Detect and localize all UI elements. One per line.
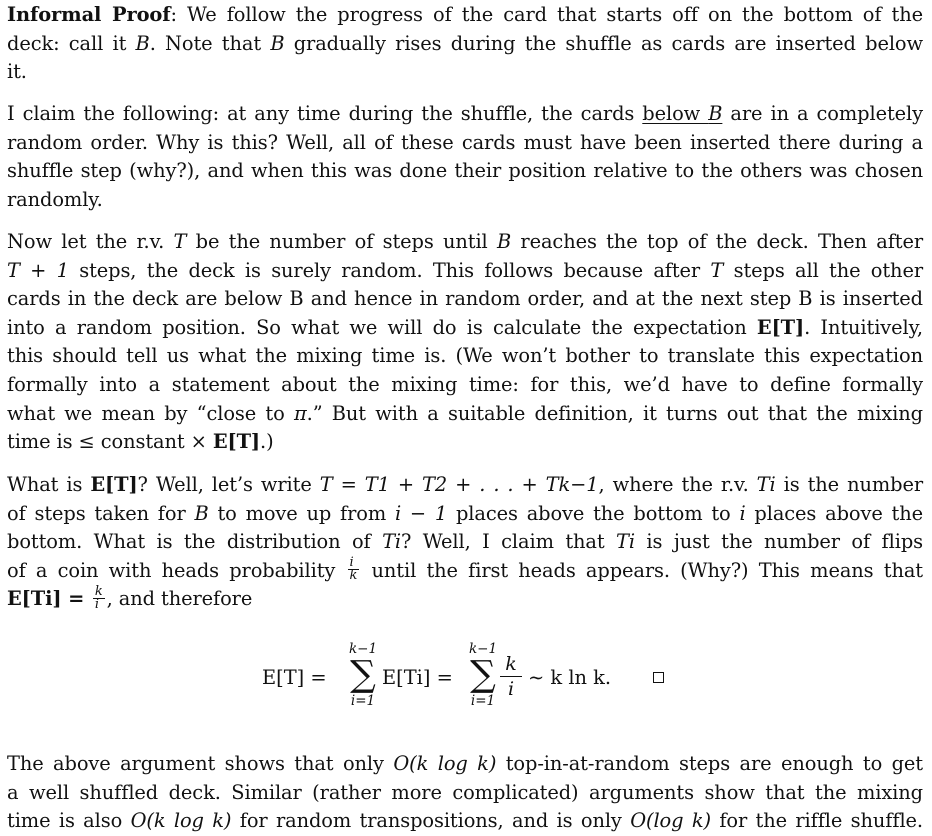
qed-square-icon — [653, 672, 664, 683]
equation-mid: E[Ti] = — [382, 666, 453, 689]
display-equation — [262, 640, 682, 720]
equation-rhs: ∼ k ln k. — [528, 666, 612, 689]
paragraph-conclusion: The above argument shows that only O(k log k) top-in-at-random steps are enough to get a well shuffled deck. Similar (rather more complicated) arguments show that the mixing time is also O(k log k) for random transpositions, and is only O(log k) for the riffle shuffle. — [7, 752, 923, 833]
paragraph-distribution: What is E[T]? Well, let’s write T = T1 + T2 + . . . + Tk−1, where the r.v. Ti is the number of steps taken for B to move up from i − 1 places above the bottom to i places above the bottom. What is the distribution of Ti? Well, I claim that Ti is just the number of flips of a coin with heads probability $\frac{i}{k}$ until the first heads appears. (Why?) This means that E[Ti] = $\frac{k}{i}$ , and therefore — [7, 473, 923, 612]
fraction-k-over-i: $\frac{k}{i}$ — [94, 583, 103, 612]
summation-2: k−1 ∑ i=1 — [468, 641, 498, 709]
paragraph-expectation: Now let the r.v. T be the number of steps until B reaches the top of the deck. Then after T + 1 steps, the deck is surely random. This follows because after T steps all the other cards in the deck are below B and hence in random order, and at the next step B is inserted into a random position. So what we will do is calculate the expectation E[T]. Intuitively, this should tell us what the mixing time is. (We won’t bother to translate this expectation formally into a statement about the mixing time: for this, we’d have to define formally what we mean by “close to π.” But with a suitable definition, it turns out that the mixing time is ≤ constant × E[T].) — [7, 230, 924, 454]
paragraph-intro: Informal Proof: We follow the progress of the card that starts off on the bottom of the deck: call it B. Note that B gradually rises during the shuffle as cards are inserted below it. — [7, 3, 924, 84]
proof-heading: Informal Proof — [7, 3, 171, 26]
paragraph-claim: I claim the following: at any time during the shuffle, the cards below B are in a completely random order. Why is this? Well, all of these cards must have been inserted there during a shuffle step (why?), and when this was done their position relative to the others was chosen randomly. — [7, 102, 923, 211]
fraction-i-over-k: $\frac{i}{k}$ — [349, 555, 358, 584]
below-b-underlined: below B — [642, 102, 723, 125]
summation-1: k−1 ∑ i=1 — [348, 641, 378, 709]
equation-lhs: E[T] = — [262, 666, 327, 689]
fraction-k-over-i-display: $\frac{k}{i}$ — [500, 652, 522, 701]
